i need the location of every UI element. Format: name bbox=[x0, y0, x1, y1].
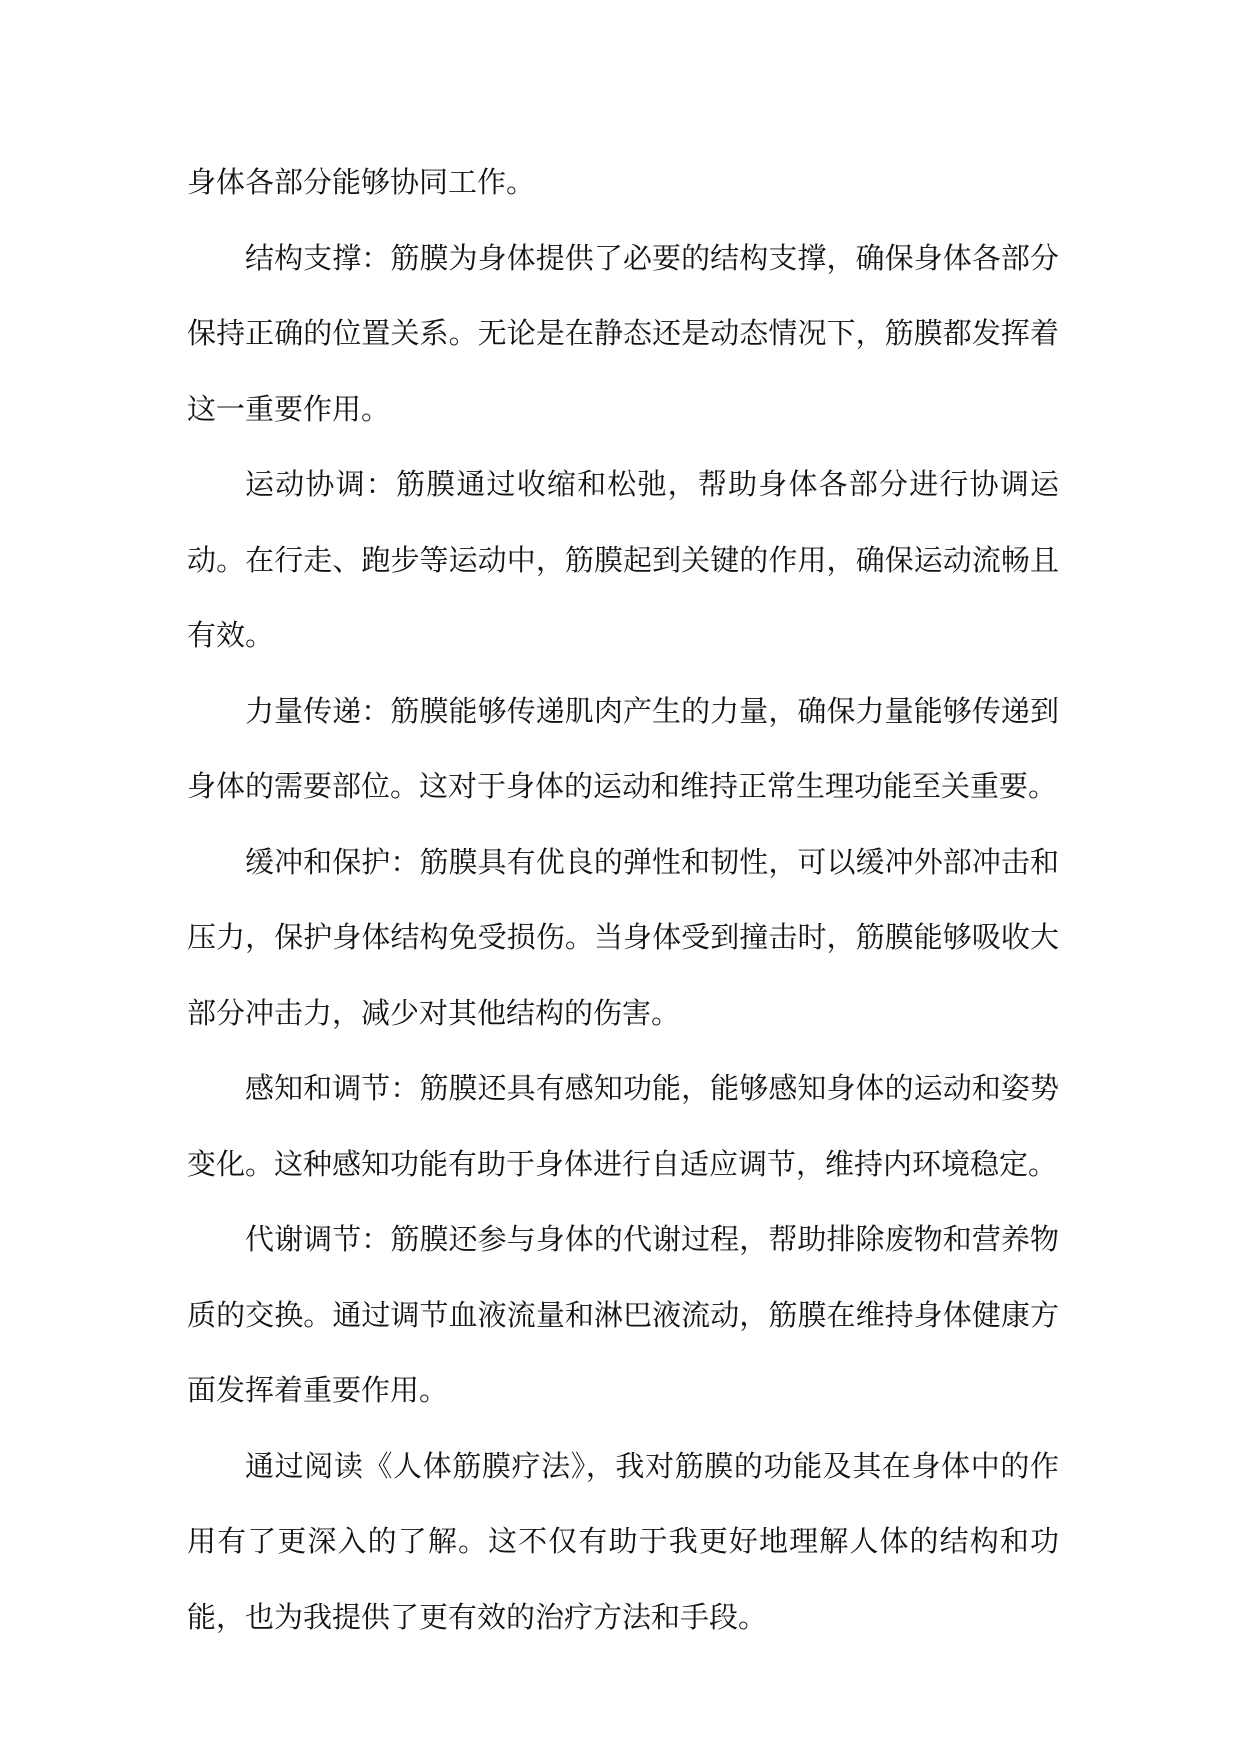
paragraph-conclusion: 通过阅读《人体筋膜疗法》，我对筋膜的功能及其在身体中的作用有了更深入的了解。这不仅有助于我更好地理解人体的结构和功能，也为我提供了更有效的治疗方法和手段。 bbox=[187, 1448, 1059, 1634]
paragraph-perception-regulation: 感知和调节：筋膜还具有感知功能，能够感知身体的运动和姿势变化。这种感知功能有助于身体进行自适应调节，维持内环境稳定。 bbox=[187, 1071, 1059, 1181]
paragraph-structural-support: 结构支撑：筋膜为身体提供了必要的结构支撑，确保身体各部分保持正确的位置关系。无论是在静态还是动态情况下，筋膜都发挥着这一重要作用。 bbox=[187, 240, 1059, 426]
paragraph-continuation: 身体各部分能够协同工作。 bbox=[187, 165, 536, 199]
paragraph-movement-coordination: 运动协调：筋膜通过收缩和松弛，帮助身体各部分进行协调运动。在行走、跑步等运动中，筋膜起到关键的作用，确保运动流畅且有效。 bbox=[187, 467, 1059, 652]
paragraph-force-transmission: 力量传递：筋膜能够传递肌肉产生的力量，确保力量能够传递到身体的需要部位。这对于身体的运动和维持正常生理功能至关重要。 bbox=[187, 693, 1059, 803]
body-text bbox=[187, 145, 1059, 1655]
paragraph-cushioning-protection: 缓冲和保护：筋膜具有优良的弹性和韧性，可以缓冲外部冲击和压力，保护身体结构免受损伤。当身体受到撞击时，筋膜能够吸收大部分冲击力，减少对其他结构的伤害。 bbox=[187, 844, 1059, 1030]
paragraph-metabolic-regulation: 代谢调节：筋膜还参与身体的代谢过程，帮助排除废物和营养物质的交换。通过调节血液流量和淋巴液流动，筋膜在维持身体健康方面发挥着重要作用。 bbox=[187, 1222, 1059, 1407]
